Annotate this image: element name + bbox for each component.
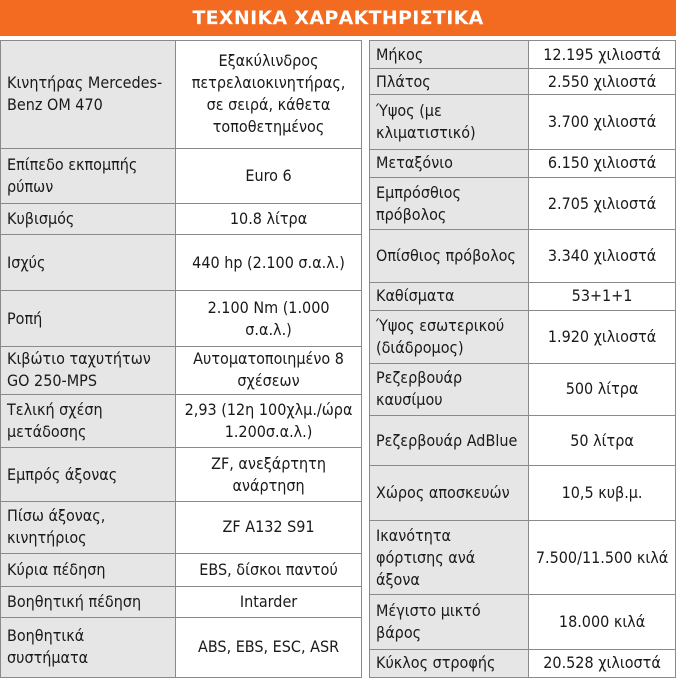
spec-label: Μήκος [370, 41, 529, 69]
spec-value: 2.705 χιλιοστά [529, 178, 676, 230]
spec-label: Βοηθητική πέδηση [1, 586, 176, 617]
spec-row [1, 347, 362, 395]
spec-row [370, 230, 676, 282]
spec-value: 12.195 χιλιοστά [529, 41, 676, 69]
spec-label: Πίσω άξονας, κινητήριος [1, 502, 176, 554]
spec-label: Κιβώτιο ταχυτήτων GO 250-MPS [1, 347, 176, 395]
spec-value: Intarder [176, 586, 362, 617]
spec-row [1, 502, 362, 554]
spec-value: 6.150 χιλιοστά [529, 149, 676, 177]
spec-value: 3.340 χιλιοστά [529, 230, 676, 282]
spec-row [370, 95, 676, 149]
spec-value: Εξακύλινδρος πετρελαιοκινητήρας, σε σειρά, κάθετα τοποθετημένος [176, 41, 362, 149]
spec-value: 2,93 (12η 100χλμ./ώρα 1.200σ.α.λ.) [176, 394, 362, 448]
spec-value: 18.000 κιλά [529, 595, 676, 649]
spec-row [1, 448, 362, 502]
spec-value: 53+1+1 [529, 282, 676, 310]
spec-row [1, 617, 362, 677]
spec-value: 7.500/11.500 κιλά [529, 520, 676, 595]
spec-row [370, 363, 676, 415]
spec-row [370, 415, 676, 465]
spec-value: 500 λίτρα [529, 363, 676, 415]
spec-label: Καθίσματα [370, 282, 529, 310]
spec-row [1, 148, 362, 204]
spec-value: 20.528 χιλιοστά [529, 649, 676, 677]
spec-label: Ύψος (με κλιματιστικό) [370, 95, 529, 149]
spec-label: Χώρος αποσκευών [370, 466, 529, 520]
spec-label: Βοηθητικά συστήματα [1, 617, 176, 677]
spec-row [370, 178, 676, 230]
spec-value: 2.550 χιλιοστά [529, 69, 676, 95]
spec-value: EBS, δίσκοι παντού [176, 553, 362, 586]
spec-row [370, 466, 676, 520]
spec-row [1, 394, 362, 448]
spec-row [370, 41, 676, 69]
spec-label: Πλάτος [370, 69, 529, 95]
spec-value: 1.920 χιλιοστά [529, 311, 676, 363]
spec-label: Κύρια πέδηση [1, 553, 176, 586]
spec-value: Αυτοματοποιημένο 8 σχέσεων [176, 347, 362, 395]
spec-label: Κύκλος στροφής [370, 649, 529, 677]
header-banner [0, 0, 676, 36]
spec-label: Οπίσθιος πρόβολος [370, 230, 529, 282]
spec-label: Κινητήρας Mercedes-Benz OM 470 [1, 41, 176, 149]
spec-value: 3.700 χιλιοστά [529, 95, 676, 149]
spec-row [370, 595, 676, 649]
spec-row [1, 291, 362, 347]
spec-label: Ισχύς [1, 235, 176, 291]
spec-row [370, 311, 676, 363]
spec-label: Επίπεδο εκπομπής ρύπων [1, 148, 176, 204]
spec-label: Ροπή [1, 291, 176, 347]
spec-row [1, 204, 362, 235]
spec-value: Euro 6 [176, 148, 362, 204]
spec-label: Ικανότητα φόρτισης ανά άξονα [370, 520, 529, 595]
spec-value: 10,5 κυβ.μ. [529, 466, 676, 520]
spec-row [370, 282, 676, 310]
spec-label: Μεταξόνιο [370, 149, 529, 177]
spec-value: 50 λίτρα [529, 415, 676, 465]
spec-value: ABS, EBS, ESC, ASR [176, 617, 362, 677]
specs-table-right [369, 40, 676, 678]
spec-row [1, 553, 362, 586]
spec-value: 440 hp (2.100 σ.α.λ.) [176, 235, 362, 291]
spec-row [1, 41, 362, 149]
spec-label: Ρεζερβουάρ AdBlue [370, 415, 529, 465]
spec-value: ZF, ανεξάρτητη ανάρτηση [176, 448, 362, 502]
spec-label: Εμπρόσθιος πρόβολος [370, 178, 529, 230]
spec-row [1, 235, 362, 291]
spec-label: Εμπρός άξονας [1, 448, 176, 502]
specs-table-left [0, 40, 362, 678]
spec-value: 10.8 λίτρα [176, 204, 362, 235]
spec-label: Ύψος εσωτερικού (διάδρομος) [370, 311, 529, 363]
spec-row [370, 649, 676, 677]
spec-label: Ρεζερβουάρ καυσίμου [370, 363, 529, 415]
spec-label: Μέγιστο μικτό βάρος [370, 595, 529, 649]
spec-value: ZF A132 S91 [176, 502, 362, 554]
spec-row [370, 149, 676, 177]
page-title: ΤΕΧΝΙΚΑ ΧΑΡΑΚΤΗΡΙΣΤΙΚΑ [192, 7, 484, 29]
spec-value: 2.100 Nm (1.000 σ.α.λ.) [176, 291, 362, 347]
spec-label: Τελική σχέση μετάδοσης [1, 394, 176, 448]
spec-row [1, 586, 362, 617]
spec-row [370, 520, 676, 595]
spec-row [370, 69, 676, 95]
spec-label: Κυβισμός [1, 204, 176, 235]
